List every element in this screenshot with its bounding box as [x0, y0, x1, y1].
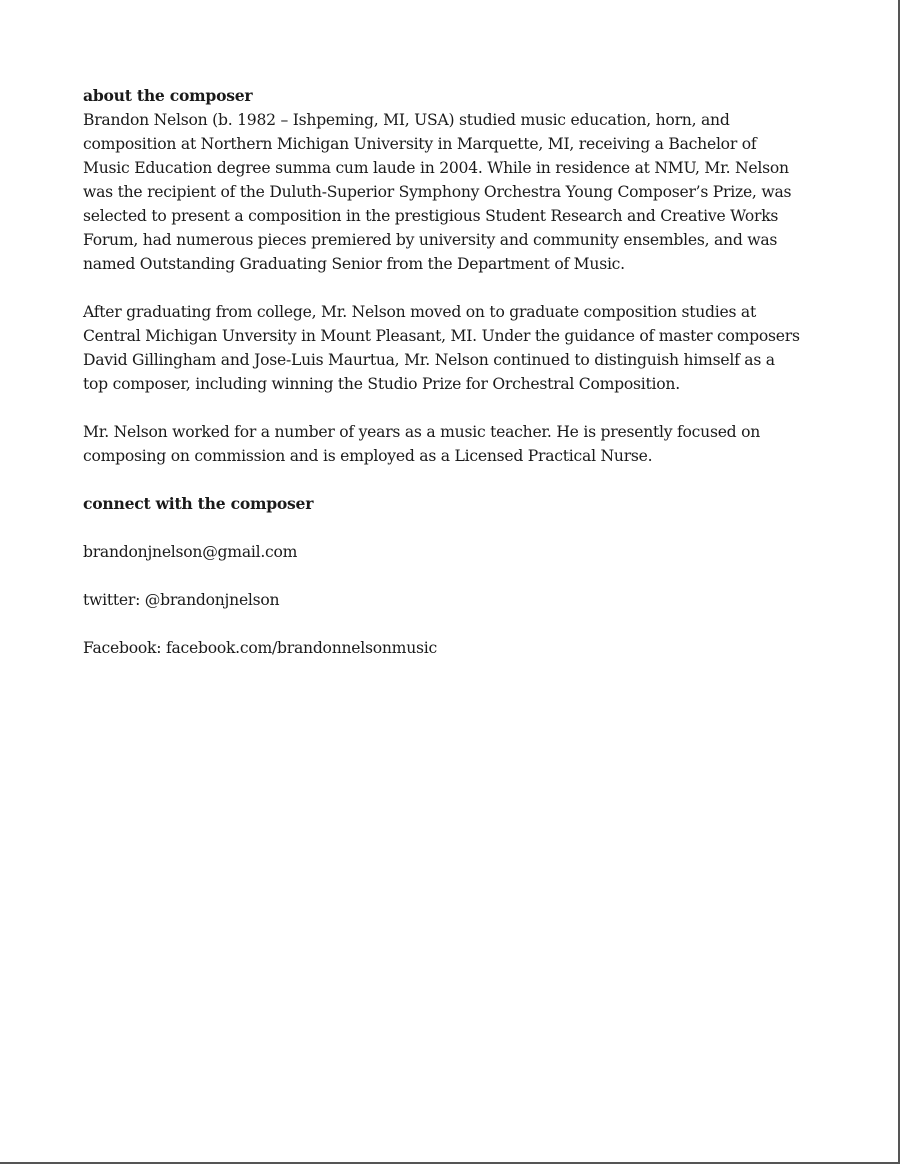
- connect-heading: connect with the composer: [83, 494, 314, 513]
- bio-line: Central Michigan Unversity in Mount Pleasant, MI. Under the guidance of master composers: [83, 327, 800, 345]
- bio-paragraph-1: [83, 108, 823, 276]
- bio-paragraph-3: [83, 420, 823, 468]
- bio-line: David Gillingham and Jose-Luis Maurtua, Mr. Nelson continued to distinguish himself as a: [83, 351, 775, 369]
- bio-line: top composer, including winning the Studio Prize for Orchestral Composition.: [83, 375, 680, 393]
- about-heading: about the composer: [83, 86, 253, 105]
- bio-line: Music Education degree summa cum laude in 2004. While in residence at NMU, Mr. Nelson: [83, 159, 789, 177]
- bio-line: Mr. Nelson worked for a number of years as a music teacher. He is presently focused on: [83, 423, 761, 441]
- contact-twitter[interactable]: twitter: @brandonjnelson: [83, 591, 280, 609]
- bio-line: named Outstanding Graduating Senior from the Department of Music.: [83, 255, 625, 273]
- bio-line: After graduating from college, Mr. Nelson moved on to graduate composition studies at: [83, 303, 756, 321]
- contact-facebook[interactable]: Facebook: facebook.com/brandonnelsonmusic: [83, 639, 437, 657]
- bio-paragraph-2: [83, 300, 823, 396]
- bio-line: was the recipient of the Duluth-Superior Symphony Orchestra Young Composer’s Prize, was: [83, 183, 792, 201]
- bio-line: composition at Northern Michigan University in Marquette, MI, receiving a Bachelor of: [83, 135, 757, 153]
- bio-line: Forum, had numerous pieces premiered by university and community ensembles, and was: [83, 231, 778, 249]
- contact-email[interactable]: brandonjnelson@gmail.com: [83, 543, 298, 561]
- bio-line: selected to present a composition in the prestigious Student Research and Creative Works: [83, 207, 779, 225]
- document-content: [83, 84, 823, 684]
- bio-line: Brandon Nelson (b. 1982 – Ishpeming, MI, USA) studied music education, horn, and: [83, 111, 730, 129]
- bio-line: composing on commission and is employed as a Licensed Practical Nurse.: [83, 447, 653, 465]
